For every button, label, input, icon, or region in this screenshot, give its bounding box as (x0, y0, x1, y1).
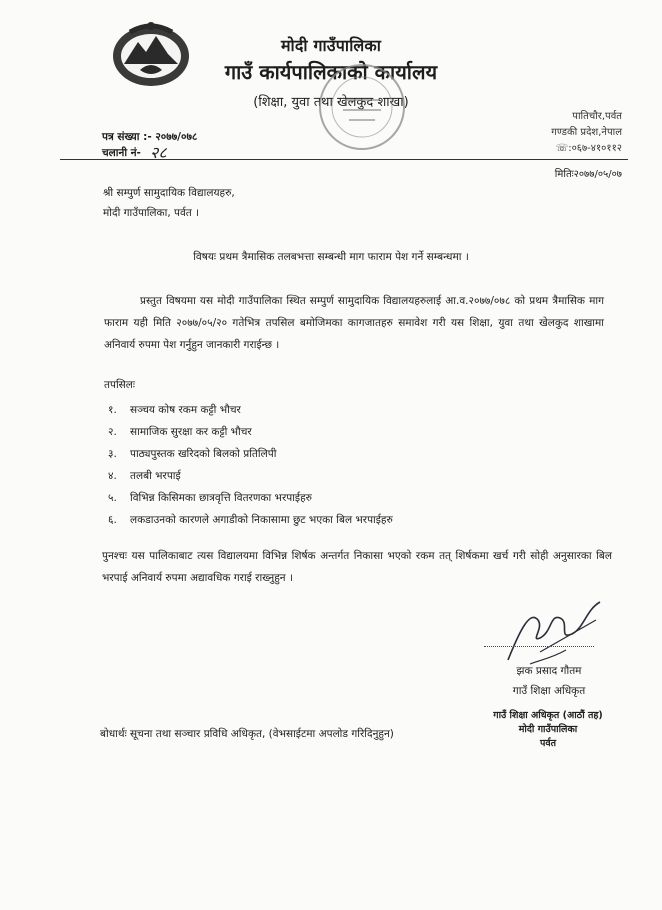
office-name: मोदी गाउँपालिका (280, 36, 382, 55)
letter-number: पत्र संख्या :- २०७७/०७८ (102, 131, 198, 143)
office-stamp (315, 60, 410, 155)
list-heading: तपसिलः (104, 379, 136, 391)
list-item-text: विभिन्न किसिमका छात्रवृत्ति वितरणका भरपाईहरु (130, 492, 312, 504)
letter-subject: विषयः प्रथम त्रैमासिक तलबभत्ता सम्बन्धी माग फाराम पेश गर्ने सम्बन्धमा । (193, 251, 469, 263)
dispatch-label: चलानी नं- (102, 147, 141, 159)
letter-date: मितिः२०७७/०५/०७ (554, 169, 622, 180)
signatory-name: झक प्रसाद गौतम (516, 665, 582, 677)
phone-line: ☏:०६७-४१०११२ (555, 143, 622, 154)
dispatch-number: २८ (150, 143, 167, 162)
address-line: पातिचौर,पर्वत (572, 111, 622, 122)
list-item-text: लकडाउनको कारणले अगाडीको निकासामा छुट भएका बिल भरपाईहरु (130, 514, 393, 526)
postscript: पुनश्चः यस पालिकाबाट त्यस विद्यालयमा विभिन्न शिर्षक अन्तर्गत निकासा भएको रकम तत् शिर्षकमा खर्च गरी सोही अनुसारका बिल भरपाई अनिवार्य रुपमा अद्यावधिक गराई राख्नुहुन । (102, 550, 612, 584)
list-item-text: पाठ्यपुस्तक खरिदको बिलको प्रतिलिपी (130, 448, 277, 460)
official-seal-line: पर्वत (539, 738, 557, 749)
header-divider (60, 159, 628, 160)
list-item-text: तलबी भरपाई (130, 470, 181, 482)
list-item-number: ५. (108, 492, 117, 504)
letter-body: प्रस्तुत विषयमा यस मोदी गाउँपालिका स्थित सम्पुर्ण सामुदायिक विद्यालयहरुलाई आ.व.२०७७/०७८ को प्रथम त्रैमासिक माग फाराम यही मिति २०७७/०५/२० गतेभित्र तपसिल बमोजिमका कागजातहरु समावेश गरी यस शिक्षा, युवा तथा खेलकुद शाखामा अनिवार्य रुपमा पेश गर्नुहुन जानकारी गराईन्छ । (104, 295, 604, 351)
list-item-text: सञ्चय कोष रकम कट्टी भौचर (130, 404, 241, 416)
carbon-copy-note: बोधार्थः सूचना तथा सञ्चार प्रविधि अधिकृत, (वेभसाईटमा अपलोड गरिदिनुहुन) (100, 728, 394, 740)
signature-line (484, 646, 594, 647)
list-item-number: ६. (108, 514, 117, 526)
official-seal-line: गाउँ शिक्षा अधिकृत (आठौं तह) (493, 710, 603, 721)
official-seal-line: मोदी गाउँपालिका (518, 724, 578, 735)
list-item-number: ४. (108, 470, 117, 482)
recipient-line: मोदी गाउँपालिका, पर्वत । (103, 207, 200, 219)
list-item-text: सामाजिक सुरक्षा कर कट्टी भौचर (130, 426, 252, 438)
list-item-number: ३. (108, 448, 117, 460)
list-item-number: २. (108, 426, 117, 438)
list-item-number: १. (108, 404, 117, 416)
handwritten-signature (500, 590, 610, 670)
recipient-line: श्री सम्पुर्ण सामुदायिक विद्यालयहरु, (103, 187, 235, 199)
section-name: (शिक्षा, युवा तथा खेलकुद शाखा) (253, 95, 409, 110)
signatory-title: गाउँ शिक्षा अधिकृत (512, 685, 586, 697)
address-line: गण्डकी प्रदेश,नेपाल (551, 127, 622, 138)
office-title: गाउँ कार्यपालिकाको कार्यालय (224, 60, 438, 84)
